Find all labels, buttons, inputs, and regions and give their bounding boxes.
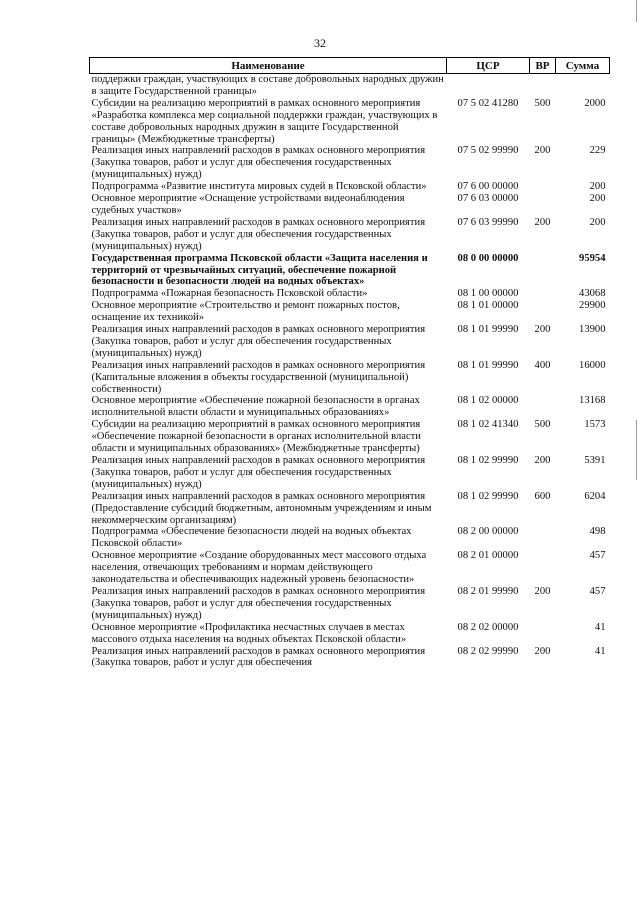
header-vr: ВР <box>530 58 556 74</box>
header-name: Наименование <box>90 58 447 74</box>
row-sum: 41 <box>594 621 606 633</box>
row-name: Реализация иных направлений расходов в рамках основного мероприятия (Закупка товаров, работ и услуг для обеспечения государственных (муниципальных) нужд) <box>91 455 426 490</box>
table-row <box>90 288 610 300</box>
table-row <box>90 324 610 360</box>
row-name: Реализация иных направлений расходов в рамках основного мероприятия (Закупка товаров, работ и услуг для обеспечения государственных (муниципальных) нужд) <box>91 324 426 359</box>
row-vr: 200 <box>534 145 551 157</box>
row-sum: 2000 <box>584 97 606 109</box>
row-name: Основное мероприятие «Обеспечение пожарной безопасности в органах исполнительной власти области и муниципальных образованиях» <box>91 395 420 419</box>
row-sum: 95954 <box>579 252 606 264</box>
page-number: 32 <box>314 36 326 50</box>
row-sum: 5391 <box>584 455 606 466</box>
row-sum: 457 <box>589 550 606 562</box>
row-vr <box>530 395 556 419</box>
table-row <box>90 586 610 622</box>
row-csr: 08 2 02 99990 <box>457 645 519 657</box>
table-row <box>90 253 610 289</box>
scan-edge-mark <box>636 420 637 480</box>
table-row <box>90 300 610 324</box>
row-vr <box>530 193 556 217</box>
row-name: Подпрограмма «Развитие института мировых судей в Псковской области» <box>91 181 427 193</box>
row-csr: 08 1 02 99990 <box>457 455 519 466</box>
table-row <box>90 550 610 586</box>
row-csr: 07 6 03 00000 <box>457 193 519 205</box>
header-sum: Сумма <box>556 58 610 74</box>
table-row <box>90 491 610 527</box>
row-sum: 200 <box>589 181 606 193</box>
row-name: Реализация иных направлений расходов в рамках основного мероприятия (Закупка товаров, работ и услуг для обеспечения <box>91 645 426 669</box>
table-row <box>90 622 610 646</box>
row-csr: 08 1 00 00000 <box>457 288 519 300</box>
row-sum: 16000 <box>579 359 606 371</box>
row-name: поддержки граждан, участвующих в составе добровольных народных дружин в защите Государственной границы» <box>91 74 444 97</box>
row-sum: 457 <box>589 585 606 597</box>
row-vr <box>530 181 556 193</box>
row-sum: 1573 <box>584 419 606 431</box>
table-row <box>90 74 610 98</box>
scan-edge-mark <box>636 0 637 22</box>
row-csr: 08 2 01 00000 <box>457 550 519 562</box>
row-vr <box>530 550 556 586</box>
row-sum: 29900 <box>579 300 606 312</box>
row-csr: 07 6 03 99990 <box>457 216 519 228</box>
row-name: Субсидии на реализацию мероприятий в рамках основного мероприятия «Разработка комплекса мер социальной поддержки граждан, участвующих в составе добровольных народных дружин в защите Государственной границы» (Межбюджетные трансферты) <box>91 97 438 145</box>
row-csr: 07 5 02 99990 <box>457 145 519 157</box>
row-vr <box>530 253 556 289</box>
row-vr <box>530 288 556 300</box>
table-row <box>90 98 610 146</box>
row-vr <box>530 526 556 550</box>
row-name: Подпрограмма «Обеспечение безопасности людей на водных объектах Псковской области» <box>91 526 412 550</box>
row-vr: 500 <box>534 419 551 431</box>
row-sum: 498 <box>589 526 606 538</box>
table-row <box>90 360 610 396</box>
row-vr: 200 <box>534 455 551 466</box>
row-csr: 07 5 02 41280 <box>457 97 519 109</box>
row-name: Субсидии на реализацию мероприятий в рамках основного мероприятия «Обеспечение пожарной безопасности в органах исполнительной власти области и муниципальных образованиях» (Межбюджетные трансферты) <box>91 419 421 455</box>
row-csr: 07 6 00 00000 <box>457 181 519 193</box>
row-name: Реализация иных направлений расходов в рамках основного мероприятия (Закупка товаров, работ и услуг для обеспечения государственных (муниципальных) нужд) <box>91 585 426 621</box>
row-vr: 200 <box>534 645 551 657</box>
row-name: Реализация иных направлений расходов в рамках основного мероприятия (Предоставление субсидий бюджетным, автономным учреждениям и иным некоммерческим организациям) <box>91 490 432 526</box>
row-sum: 43068 <box>579 288 606 300</box>
row-sum <box>556 74 610 98</box>
row-csr <box>447 74 530 98</box>
row-vr: 200 <box>534 216 551 228</box>
table-row <box>90 526 610 550</box>
row-vr <box>530 74 556 98</box>
row-vr: 500 <box>534 97 551 109</box>
row-csr: 08 1 02 99990 <box>457 490 519 502</box>
row-sum: 200 <box>589 193 606 205</box>
row-vr: 200 <box>534 585 551 597</box>
row-vr <box>530 300 556 324</box>
row-name: Основное мероприятие «Оснащение устройствами видеонаблюдения судебных участков» <box>91 193 405 216</box>
row-sum: 13900 <box>579 324 606 336</box>
row-csr: 08 1 01 99990 <box>457 324 519 336</box>
table-header-row <box>90 58 610 74</box>
table-row <box>90 646 610 670</box>
table-row <box>90 395 610 419</box>
row-name: Основное мероприятие «Создание оборудованных мест массового отдыха населения, отвечающих требованиям и нормам действующего законодательства и обеспечивающих надежный уровень безопасности» <box>91 550 427 586</box>
row-sum: 6204 <box>584 490 606 502</box>
row-name: Государственная программа Псковской области «Защита населения и территорий от чрезвычайных ситуаций, обеспечение пожарной безопасности и безопасности людей на водных объектах» <box>91 252 428 288</box>
table-row <box>90 217 610 253</box>
row-name: Подпрограмма «Пожарная безопасность Псковской области» <box>91 288 368 300</box>
row-sum: 200 <box>589 216 606 228</box>
row-csr: 08 1 02 41340 <box>457 419 519 431</box>
table-row <box>90 181 610 193</box>
row-csr: 08 1 01 00000 <box>457 300 519 312</box>
row-vr <box>530 622 556 646</box>
row-csr: 08 2 02 00000 <box>457 621 519 633</box>
row-name: Реализация иных направлений расходов в рамках основного мероприятия (Капитальные вложения в объекты государственной (муниципальной) собственности) <box>91 359 426 395</box>
row-vr: 400 <box>534 359 551 371</box>
row-vr: 200 <box>534 324 551 336</box>
row-name: Основное мероприятие «Профилактика несчастных случаев в местах массового отдыха населения на водных объектах Псковской области» <box>91 621 407 645</box>
row-sum: 229 <box>589 145 606 157</box>
table-row <box>90 455 610 491</box>
table-row <box>90 145 610 181</box>
row-name: Реализация иных направлений расходов в рамках основного мероприятия (Закупка товаров, работ и услуг для обеспечения государственных (муниципальных) нужд) <box>91 145 426 181</box>
row-csr: 08 2 01 99990 <box>457 585 519 597</box>
header-csr: ЦСР <box>447 58 530 74</box>
table-row <box>90 419 610 455</box>
row-name: Основное мероприятие «Строительство и ремонт пожарных постов, оснащение их техникой» <box>91 300 400 324</box>
row-csr: 08 0 00 00000 <box>457 252 519 264</box>
row-csr: 08 1 01 99990 <box>457 359 519 371</box>
budget-table <box>89 57 610 669</box>
row-sum: 13168 <box>579 395 606 407</box>
row-csr: 08 2 00 00000 <box>457 526 519 538</box>
row-name: Реализация иных направлений расходов в рамках основного мероприятия (Закупка товаров, работ и услуг для обеспечения государственных (муниципальных) нужд) <box>91 216 426 252</box>
table-row <box>90 193 610 217</box>
row-csr: 08 1 02 00000 <box>457 395 519 407</box>
row-sum: 41 <box>594 645 606 657</box>
row-vr: 600 <box>534 490 551 502</box>
